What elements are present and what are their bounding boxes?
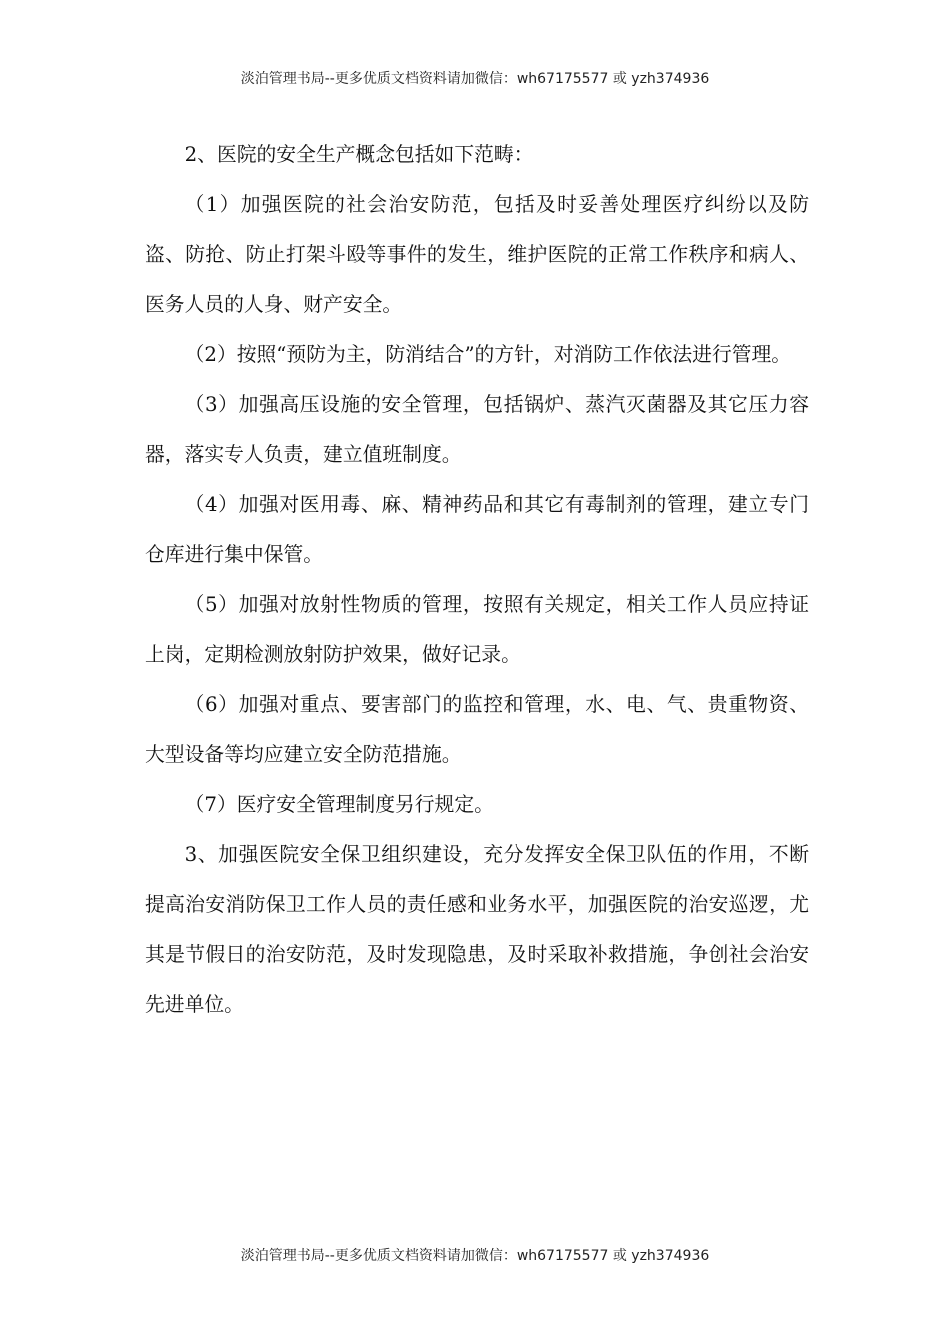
paragraph-item-7: （7）医疗安全管理制度另行规定。 xyxy=(184,793,494,816)
paragraph-item-3: （3）加强高压设施的安全管理，包括锅炉、蒸汽灭菌器及其它压力容器，落实专人负责，建立值班制度。 xyxy=(145,393,809,466)
page-footer: 淡泊管理书局--更多优质文档资料请加微信：wh67175577 或 yzh374936 xyxy=(240,1248,710,1264)
paragraph-item-2: （2）按照“预防为主，防消结合”的方针，对消防工作依法进行管理。 xyxy=(184,343,792,366)
paragraph-section-2-intro: 2、医院的安全生产概念包括如下范畴： xyxy=(184,143,534,166)
paragraph-item-5: （5）加强对放射性物质的管理，按照有关规定，相关工作人员应持证上岗，定期检测放射防护效果，做好记录。 xyxy=(145,593,809,666)
paragraph-item-6: （6）加强对重点、要害部门的监控和管理，水、电、气、贵重物资、大型设备等均应建立安全防范措施。 xyxy=(145,693,809,766)
paragraph-item-1: （1）加强医院的社会治安防范，包括及时妥善处理医疗纠纷以及防盗、防抢、防止打架斗殴等事件的发生，维护医院的正常工作秩序和病人、医务人员的人身、财产安全。 xyxy=(145,193,809,316)
paragraph-item-4: （4）加强对医用毒、麻、精神药品和其它有毒制剂的管理，建立专门仓库进行集中保管。 xyxy=(145,493,809,566)
paragraph-section-3: 3、加强医院安全保卫组织建设，充分发挥安全保卫队伍的作用，不断提高治安消防保卫工作人员的责任感和业务水平，加强医院的治安巡逻，尤其是节假日的治安防范，及时发现隐患，及时采取补救措施，争创社会治安先进单位。 xyxy=(145,843,809,1016)
document-body xyxy=(145,130,809,1030)
page-header: 淡泊管理书局--更多优质文档资料请加微信：wh67175577 或 yzh374936 xyxy=(240,71,710,87)
